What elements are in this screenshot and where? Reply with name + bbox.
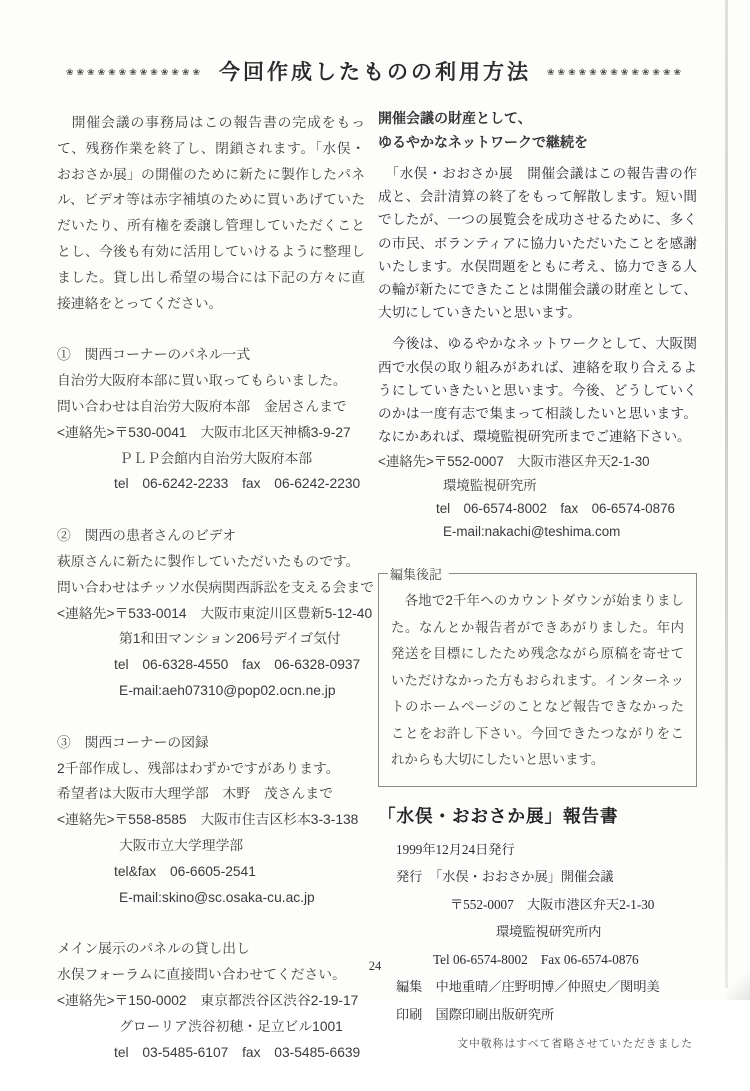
postscript-body: 各地で2千年へのカウントダウンが始まりました。なんとか報告者ができあがりました。年内発送を目標にしたため残念ながら原稿を寄せていただけなかった方もおられます。インターネットのホームページのことなど報告できなかったことをお許し下さい。今回できたつながりをこれからも大切にしたいと思います。 [391, 593, 684, 768]
section-1-panels [57, 342, 365, 497]
colophon-address-1: 〒552-0007 大阪市港区弁天2-1-30 [450, 896, 655, 912]
right-column [378, 106, 697, 1051]
section-4-heading: メイン展示のパネルの貸し出し [57, 941, 250, 957]
section-2-contact-tel: tel 06-6328-4550 fax 06-6328-0937 [114, 657, 361, 673]
section-2-contact-address: <連絡先>〒533-0014 大阪市東淀川区豊新5-12-40 [57, 605, 373, 621]
section-3-contact-email: E-mail:skino@sc.osaka-cu.ac.jp [119, 889, 315, 905]
colophon-editors: 編集 中地重晴／庄野明博／仲照史／関明美 [396, 979, 660, 995]
colophon-date: 1999年12月24日発行 [396, 841, 515, 857]
network-contact-tel: tel 06-6574-8002 fax 06-6574-0876 [436, 500, 675, 516]
colophon-address-2: 環境監視研究所内 [496, 924, 602, 940]
right-paragraph-1: 「水俣・おおさか展 開催会議はこの報告書の作成と、会計清算の終了をもって解散します。短い間でしたが、一つの展覧会を成功させるために、多くの市民、ボランティアに協力いただいたことを感謝いたします。水俣問題をともに考え、協力できる人の輪が新たにできたことは開催会議の財産として、大切にしていきたいと思います。 [378, 166, 697, 321]
section-4-main-panels [57, 936, 365, 1065]
colophon-printer: 印刷 国際印刷出版研究所 [396, 1006, 555, 1022]
left-column [57, 110, 374, 1091]
colophon-honorifics-note: 文中敬称はすべて省略させていただきました [457, 1038, 693, 1051]
section-2-video [57, 523, 374, 704]
section-1-contact-address: <連絡先>〒530-0041 大阪市北区天神橋3-9-27 [57, 424, 351, 440]
page-number: 24 [368, 959, 382, 973]
colophon-tel-fax: Tel 06-6574-8002 Fax 06-6574-0876 [433, 951, 639, 967]
page-title: 今回作成したものの利用方法 [219, 61, 531, 84]
section-1-line: 問い合わせは自治労大阪府本部 金居さんまで [57, 398, 347, 414]
section-1-line: 自治労大阪府本部に買い取ってもらいました。 [57, 373, 347, 389]
section-4-contact-address: <連絡先>〒150-0002 東京都渋谷区渋谷2-19-17 [57, 992, 359, 1008]
colophon-publisher: 発行 「水俣・おおさか展」開催会議 [396, 869, 614, 885]
section-3-catalog [57, 730, 365, 911]
section-2-contact-email: E-mail:aeh07310@pop02.ocn.ne.jp [119, 682, 336, 698]
section-2-contact-building: 第1和田マンション206号デイゴ気付 [119, 631, 341, 647]
section-3-contact-address: <連絡先>〒558-8585 大阪市住吉区杉本3-3-138 [57, 812, 359, 828]
network-contact-block [378, 450, 697, 543]
right-paragraph-2: 今後は、ゆるやかなネットワークとして、大阪関西で水俣の取り組みがあれば、連絡を取り合えるようにしていきたいと思います。今後、どうしていくのかは一度有志で集まって相談したいと思います。なにかあれば、環境監視研究所までご連絡下さい。 [378, 336, 697, 445]
section-2-line: 萩原さんに新たに製作していただいたものです。 [57, 553, 360, 569]
section-2-line: 問い合わせはチッソ水俣病関西訴訟を支える会まで [57, 579, 374, 595]
colophon-title: 「水俣・おおさか展」報告書 [378, 805, 619, 826]
section-2-heading: ② 関西の患者さんのビデオ [57, 528, 237, 544]
network-contact-org: 環境監視研究所 [443, 477, 537, 493]
section-3-heading: ③ 関西コーナーの図録 [57, 734, 209, 750]
scan-edge-shadow [725, 0, 728, 988]
section-3-line: 希望者は大阪市大理学部 木野 茂さんまで [57, 786, 333, 802]
ornament-right-icon: ❀❀❀❀❀❀❀❀❀❀❀❀❀ [547, 66, 685, 77]
section-1-contact-building: ＰＬＰ会館内自治労大阪府本部 [119, 450, 313, 466]
ornament-left-icon: ❀❀❀❀❀❀❀❀❀❀❀❀❀ [65, 66, 203, 77]
colophon [378, 803, 697, 1052]
section-4-line: 水俣フォーラムに直接問い合わせてください。 [57, 967, 346, 983]
postscript-label: 編集後記 [388, 564, 449, 583]
section-1-contact-tel: tel 06-6242-2233 fax 06-6242-2230 [114, 476, 361, 492]
network-contact-email: E-mail:nakachi@teshima.com [443, 524, 621, 540]
section-header [0, 56, 750, 86]
section-3-line: 2千部作成し、残部はわずかですがあります。 [57, 760, 340, 776]
intro-paragraph: 開催会議の事務局はこの報告書の完成をもって、残務作業を終了し、閉鎖されます。「水俣・おおさか展」の開催のために新たに製作したパネル、ビデオ等は赤字補填のために買いあげていただいたり、所有権を委譲し管理していただくこととし、今後も有効に活用していけるように整理しました。貸し出し希望の場合には下記の方々に直接連絡をとってください。 [57, 115, 365, 311]
section-4-contact-tel: tel 03-5485-6107 fax 03-5485-6639 [114, 1044, 361, 1060]
right-lead-line-1: 開催会議の財産として、 [378, 110, 532, 126]
editors-postscript-box [378, 567, 697, 787]
network-contact-address: <連絡先>〒552-0007 大阪市港区弁天2-1-30 [378, 454, 650, 470]
right-lead-line-2: ゆるやかなネットワークで継続を [378, 134, 588, 150]
section-1-heading: ① 関西コーナーのパネル一式 [57, 347, 251, 363]
section-4-contact-building: グローリア渋谷初穂・足立ビル1001 [119, 1018, 343, 1034]
section-3-contact-tel: tel&fax 06-6605-2541 [114, 863, 256, 879]
section-3-contact-building: 大阪市立大学理学部 [119, 837, 244, 853]
